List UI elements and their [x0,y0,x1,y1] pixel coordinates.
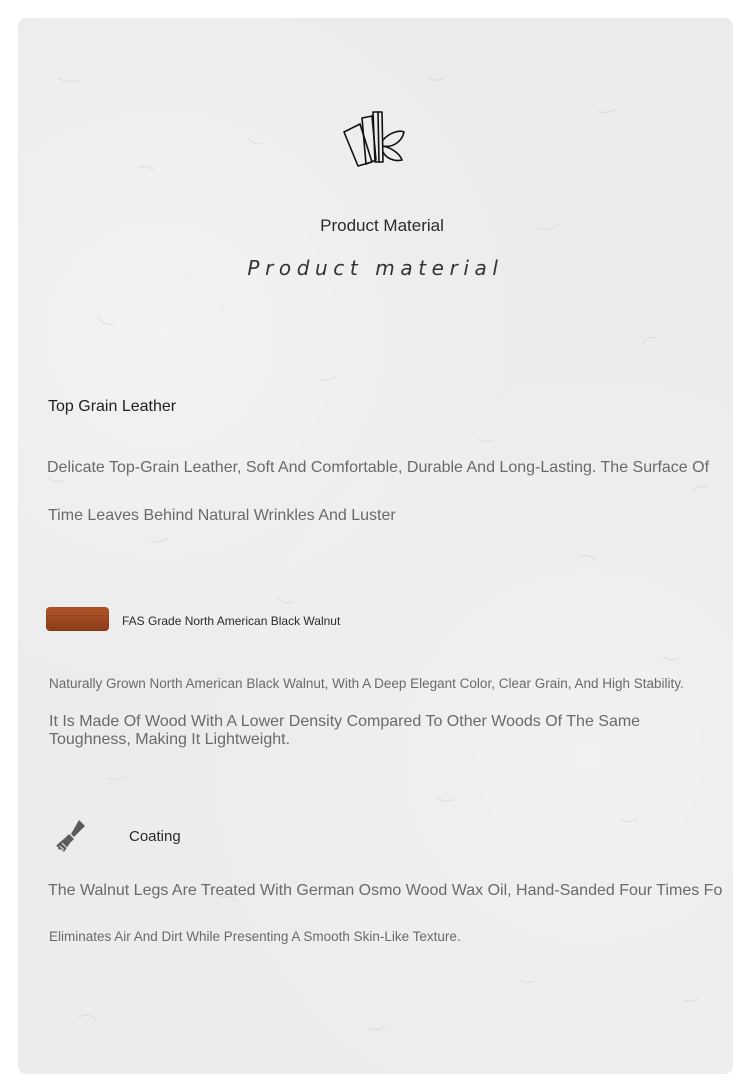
page-subtitle: Product material [247,256,504,280]
coating-description-line-2: Eliminates Air And Dirt While Presenting A Smooth Skin-Like Texture. [49,929,461,944]
paint-brush-icon [52,816,92,856]
coating-description-line-1: The Walnut Legs Are Treated With German Osmo Wood Wax Oil, Hand-Sanded Four Times Fo [48,882,723,899]
leather-description-line-1: Delicate Top-Grain Leather, Soft And Comfortable, Durable And Long-Lasting. The Surface Of [47,459,710,476]
wood-leaf-icon [342,110,408,170]
walnut-heading: FAS Grade North American Black Walnut [122,614,341,628]
walnut-description-line-2: It Is Made Of Wood With A Lower Density Compared To Other Woods Of The Same Toughness, Making It Lightweight. [49,713,641,748]
page-title: Product Material [320,216,444,235]
paper-texture [18,18,733,1074]
walnut-swatch [46,607,109,631]
leather-description-line-2: Time Leaves Behind Natural Wrinkles And Luster [48,507,396,524]
material-card [18,18,733,1074]
leather-heading: Top Grain Leather [48,398,177,415]
coating-heading: Coating [129,828,181,845]
walnut-description-line-1: Naturally Grown North American Black Walnut, With A Deep Elegant Color, Clear Grain, And High Stability. [49,676,684,691]
